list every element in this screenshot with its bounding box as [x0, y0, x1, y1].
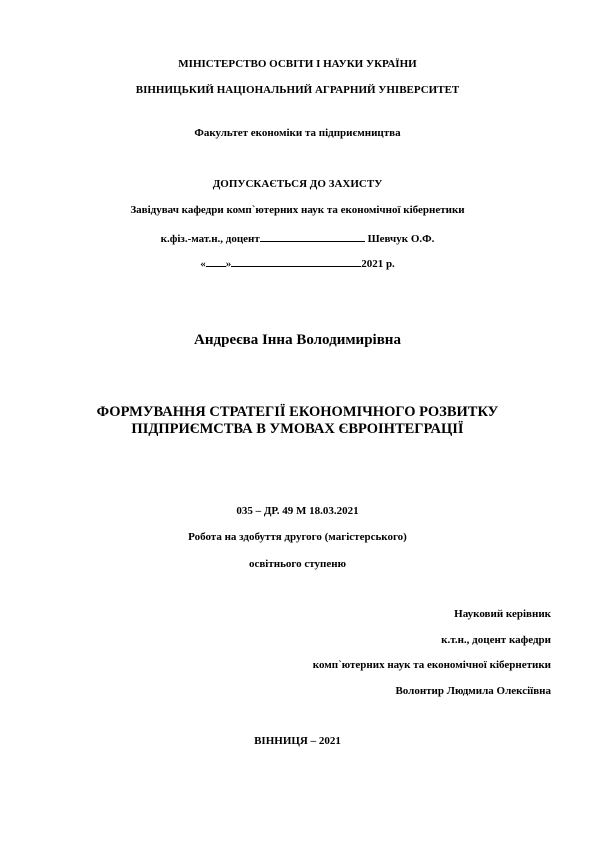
work-type-line-1: Робота на здобуття другого (магістерського)	[188, 531, 407, 543]
work-code: 035 – ДР. 49 М 18.03.2021	[236, 505, 359, 517]
thesis-title-line-2: ПІДПРИЄМСТВА В УМОВАХ ЄВРОІНТЕГРАЦІЇ	[131, 421, 464, 437]
approval-date-line	[0, 256, 595, 271]
supervisor-department: комп`ютерних наук та економічної кібернетики	[312, 659, 551, 671]
month-blank	[231, 256, 361, 267]
ministry-line: МІНІСТЕРСТВО ОСВІТИ І НАУКИ УКРАЇНИ	[178, 58, 417, 70]
author-name: Андреєва Інна Володимирівна	[194, 332, 401, 348]
supervisor-degree: к.т.н., доцент кафедри	[441, 634, 551, 646]
city-year: ВІННИЦЯ – 2021	[254, 735, 341, 747]
supervisor-label: Науковий керівник	[454, 608, 551, 620]
approval-heading: ДОПУСКАЄТЬСЯ ДО ЗАХИСТУ	[212, 178, 383, 190]
university-line: ВІННИЦЬКИЙ НАЦІОНАЛЬНИЙ АГРАРНИЙ УНІВЕРСИТЕТ	[135, 84, 460, 96]
work-type-line-2: освітнього ступеню	[248, 558, 346, 570]
day-blank	[206, 256, 226, 267]
head-signature-line	[0, 231, 595, 246]
date-year: 2021 р.	[361, 258, 395, 270]
faculty-line: Факультет економіки та підприємництва	[194, 127, 401, 139]
signature-blank	[260, 231, 365, 242]
date-close-quote: »	[225, 258, 232, 270]
supervisor-name: Волонтир Людмила Олексіївна	[395, 685, 551, 697]
head-degree: к.фіз.-мат.н., доцент	[160, 233, 260, 245]
head-name: Шевчук О.Ф.	[367, 233, 435, 245]
date-open-quote: «	[200, 258, 206, 270]
thesis-title-line-1: ФОРМУВАННЯ СТРАТЕГІЇ ЕКОНОМІЧНОГО РОЗВИТКУ	[96, 404, 499, 420]
head-position-line: Завідувач кафедри комп`ютерних наук та економічної кібернетики	[130, 204, 465, 216]
